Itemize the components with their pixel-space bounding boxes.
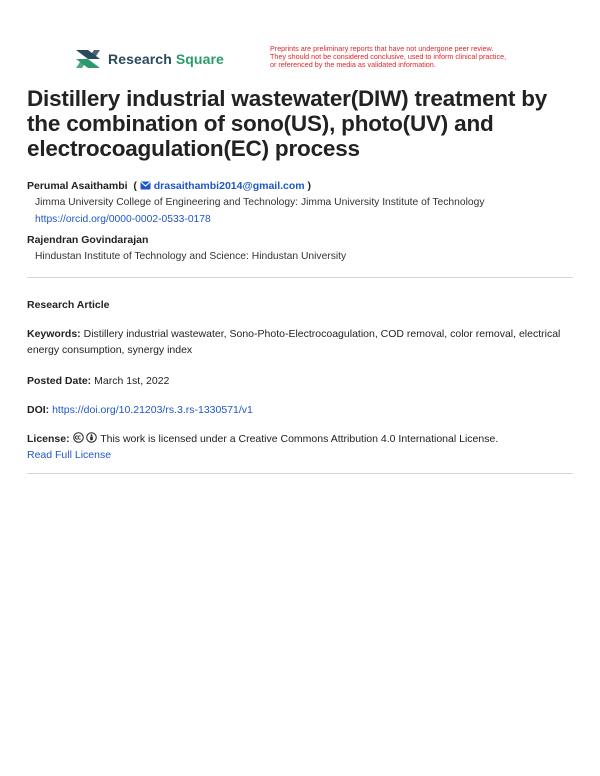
author-email-link[interactable]: drasaithambi2014@gmail.com — [153, 180, 305, 192]
logo-word-research: Research — [108, 51, 172, 67]
disclaimer-line: They should not be considered conclusive, used to inform clinical practice, — [270, 52, 507, 62]
keywords-value: Distillery industrial wastewater, Sono-Photo-Electrocoagulation, COD removal, color removal, electrical energy consumption, synergy index — [27, 328, 561, 356]
license-label: License: — [27, 433, 70, 445]
read-full-license-link[interactable]: Read Full License — [27, 449, 112, 461]
keywords — [27, 326, 573, 358]
logo-wordmark — [108, 51, 224, 67]
author-affiliation: Hindustan Institute of Technology and Science: Hindustan University — [35, 251, 347, 262]
research-square-mark-icon — [74, 47, 102, 71]
email-icon — [140, 181, 151, 190]
doi-link[interactable]: https://doi.org/10.21203/rs.3.rs-1330571/v1 — [52, 404, 253, 416]
orcid-link[interactable]: https://orcid.org/0000-0002-0533-0178 — [35, 214, 211, 225]
doi-label: DOI: — [27, 404, 50, 416]
keywords-label: Keywords: — [27, 328, 81, 340]
posted-date-label: Posted Date: — [27, 375, 92, 387]
license-text: This work is licensed under a Creative Commons Attribution 4.0 International License. — [100, 433, 499, 445]
doi — [27, 402, 253, 418]
author-affiliation: Jimma University College of Engineering and Technology: Jimma University Institute of Technology — [35, 197, 485, 208]
author-line: Perumal Asaithambi ( drasaithambi2014@gmail.com ) — [27, 180, 312, 192]
posted-date-value: March 1st, 2022 — [94, 375, 170, 387]
license — [27, 431, 573, 463]
research-square-logo — [74, 47, 224, 71]
creative-commons-icon — [73, 432, 84, 443]
attribution-icon — [86, 432, 97, 443]
article-type: Research Article — [27, 299, 110, 311]
divider — [27, 473, 573, 474]
disclaimer-line: or referenced by the media as validated information. — [270, 60, 436, 70]
author-name: Rajendran Govindarajan — [27, 234, 149, 246]
logo-word-square: Square — [175, 51, 224, 67]
preprint-disclaimer — [270, 45, 540, 70]
disclaimer-line: Preprints are preliminary reports that have not undergone peer review. — [270, 44, 494, 53]
divider — [27, 277, 573, 278]
author-name: Perumal Asaithambi — [27, 180, 128, 192]
posted-date — [27, 373, 169, 389]
paper-title: Distillery industrial wastewater(DIW) treatment by the combination of sono(US), photo(UV) and electrocoagulation(EC) process — [27, 86, 548, 161]
